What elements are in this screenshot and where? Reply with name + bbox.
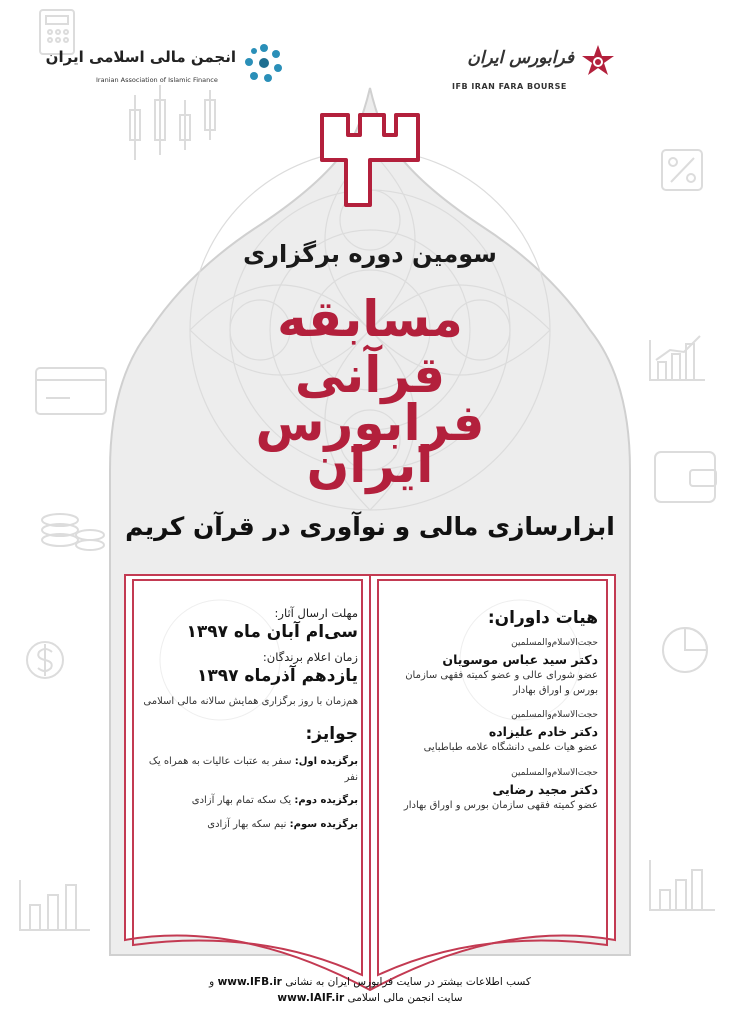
footer-line-2-text: سایت انجمن مالی اسلامی: [347, 992, 463, 1005]
ifb-website-link[interactable]: www.IFB.ir: [217, 976, 282, 988]
judge-item: [380, 768, 598, 814]
ifb-logo-text-en: IFB IRAN FARA BOURSE: [452, 82, 567, 91]
percent-icon: [662, 150, 702, 190]
ifb-logo-text-fa: فرابورس ایران: [467, 48, 574, 68]
judge-name: دکتر سید عباس موسویان: [442, 652, 598, 667]
edition-number-graphic: [300, 100, 440, 220]
title-word-4: ایران: [306, 436, 434, 494]
judge-role: عضو هیات علمی دانشگاه علامه طباطبایی: [423, 742, 598, 753]
prize-text: نیم سکه بهار آزادی: [207, 818, 287, 830]
footer-line-1-text: کسب اطلاعات بیشتر در سایت فرابورس ایران به نشانی: [285, 976, 531, 988]
edition-number: ۳: [367, 172, 373, 183]
prize-rank: برگزیده دوم:: [294, 795, 358, 806]
bar-chart-icon: [650, 336, 705, 380]
footer-line-2: [140, 990, 600, 1006]
ifb-logo: [448, 40, 648, 100]
announcement-note: هم‌زمان با روز برگزاری همایش سالانه مالی اسلامی: [143, 696, 358, 707]
prize-text: سفر به عتبات عالیات به همراه یک نفر: [148, 756, 358, 783]
subtitle: ابزارسازی مالی و نوآوری در قرآن کریم: [125, 512, 615, 541]
announcement-value: یازدهم آذرماه ۱۳۹۷: [196, 666, 358, 686]
deadline-label: مهلت ارسال آثار:: [274, 606, 358, 620]
judge-honor: حجت‌الاسلام‌والمسلمین: [511, 710, 598, 720]
prize-item: [140, 754, 358, 785]
judge-item: [380, 638, 598, 698]
prize-rank: برگزیده اول:: [294, 756, 358, 767]
title-word-2: قرآنی: [294, 346, 446, 404]
dollar-icon: [27, 642, 63, 678]
judge-item: [380, 710, 598, 756]
iaif-website-link[interactable]: www.IAIF.ir: [277, 992, 345, 1005]
deadline-value: سی‌ام آبان ماه ۱۳۹۷: [186, 622, 358, 642]
judge-honor: حجت‌الاسلام‌والمسلمین: [511, 767, 598, 778]
iaif-logo: [45, 40, 296, 100]
judge-role: عضو کمیته فقهی سازمان بورس و اوراق بهادار: [403, 799, 598, 811]
ifb-emblem-icon: [578, 42, 618, 84]
footer-line-1: [140, 974, 600, 990]
footer-line-1-end: و: [209, 976, 215, 988]
prize-item: [140, 793, 358, 809]
announcement-label: زمان اعلام برندگان:: [262, 650, 358, 664]
wallet-icon: [655, 452, 716, 502]
edition-text: سومین دوره برگزاری: [243, 240, 497, 268]
judges-section: [380, 608, 598, 825]
iaif-logo-text-en: Iranian Association of Islamic Finance: [96, 76, 218, 84]
footer: [140, 974, 600, 1007]
judge-honor: حجت‌الاسلام‌والمسلمین: [511, 638, 598, 648]
title-word-1: مسابقه: [277, 290, 463, 348]
iaif-logo-text-fa: انجمن مالی اسلامی ایران: [45, 48, 236, 66]
judge-name: دکتر خادم علیزاده: [488, 724, 598, 739]
judge-name: دکتر مجید رضایی: [492, 781, 598, 797]
prize-rank: برگزیده سوم:: [289, 818, 358, 830]
credit-card-icon: [36, 368, 106, 414]
iaif-emblem-icon: [244, 42, 284, 84]
judge-role: عضو شورای عالی و عضو کمیته فقهی سازمان بورس و اوراق بهادار: [405, 670, 598, 696]
judges-heading: هیات داوران:: [487, 608, 598, 628]
prize-item: [140, 817, 358, 833]
pie-chart-icon: [663, 628, 707, 672]
schedule-section: [140, 606, 358, 840]
prizes-heading: جوایز:: [305, 724, 358, 744]
coins-icon: [42, 514, 104, 550]
prize-text: یک سکه تمام بهار آزادی: [191, 795, 292, 806]
title-word-3: فرابورس: [255, 394, 485, 452]
